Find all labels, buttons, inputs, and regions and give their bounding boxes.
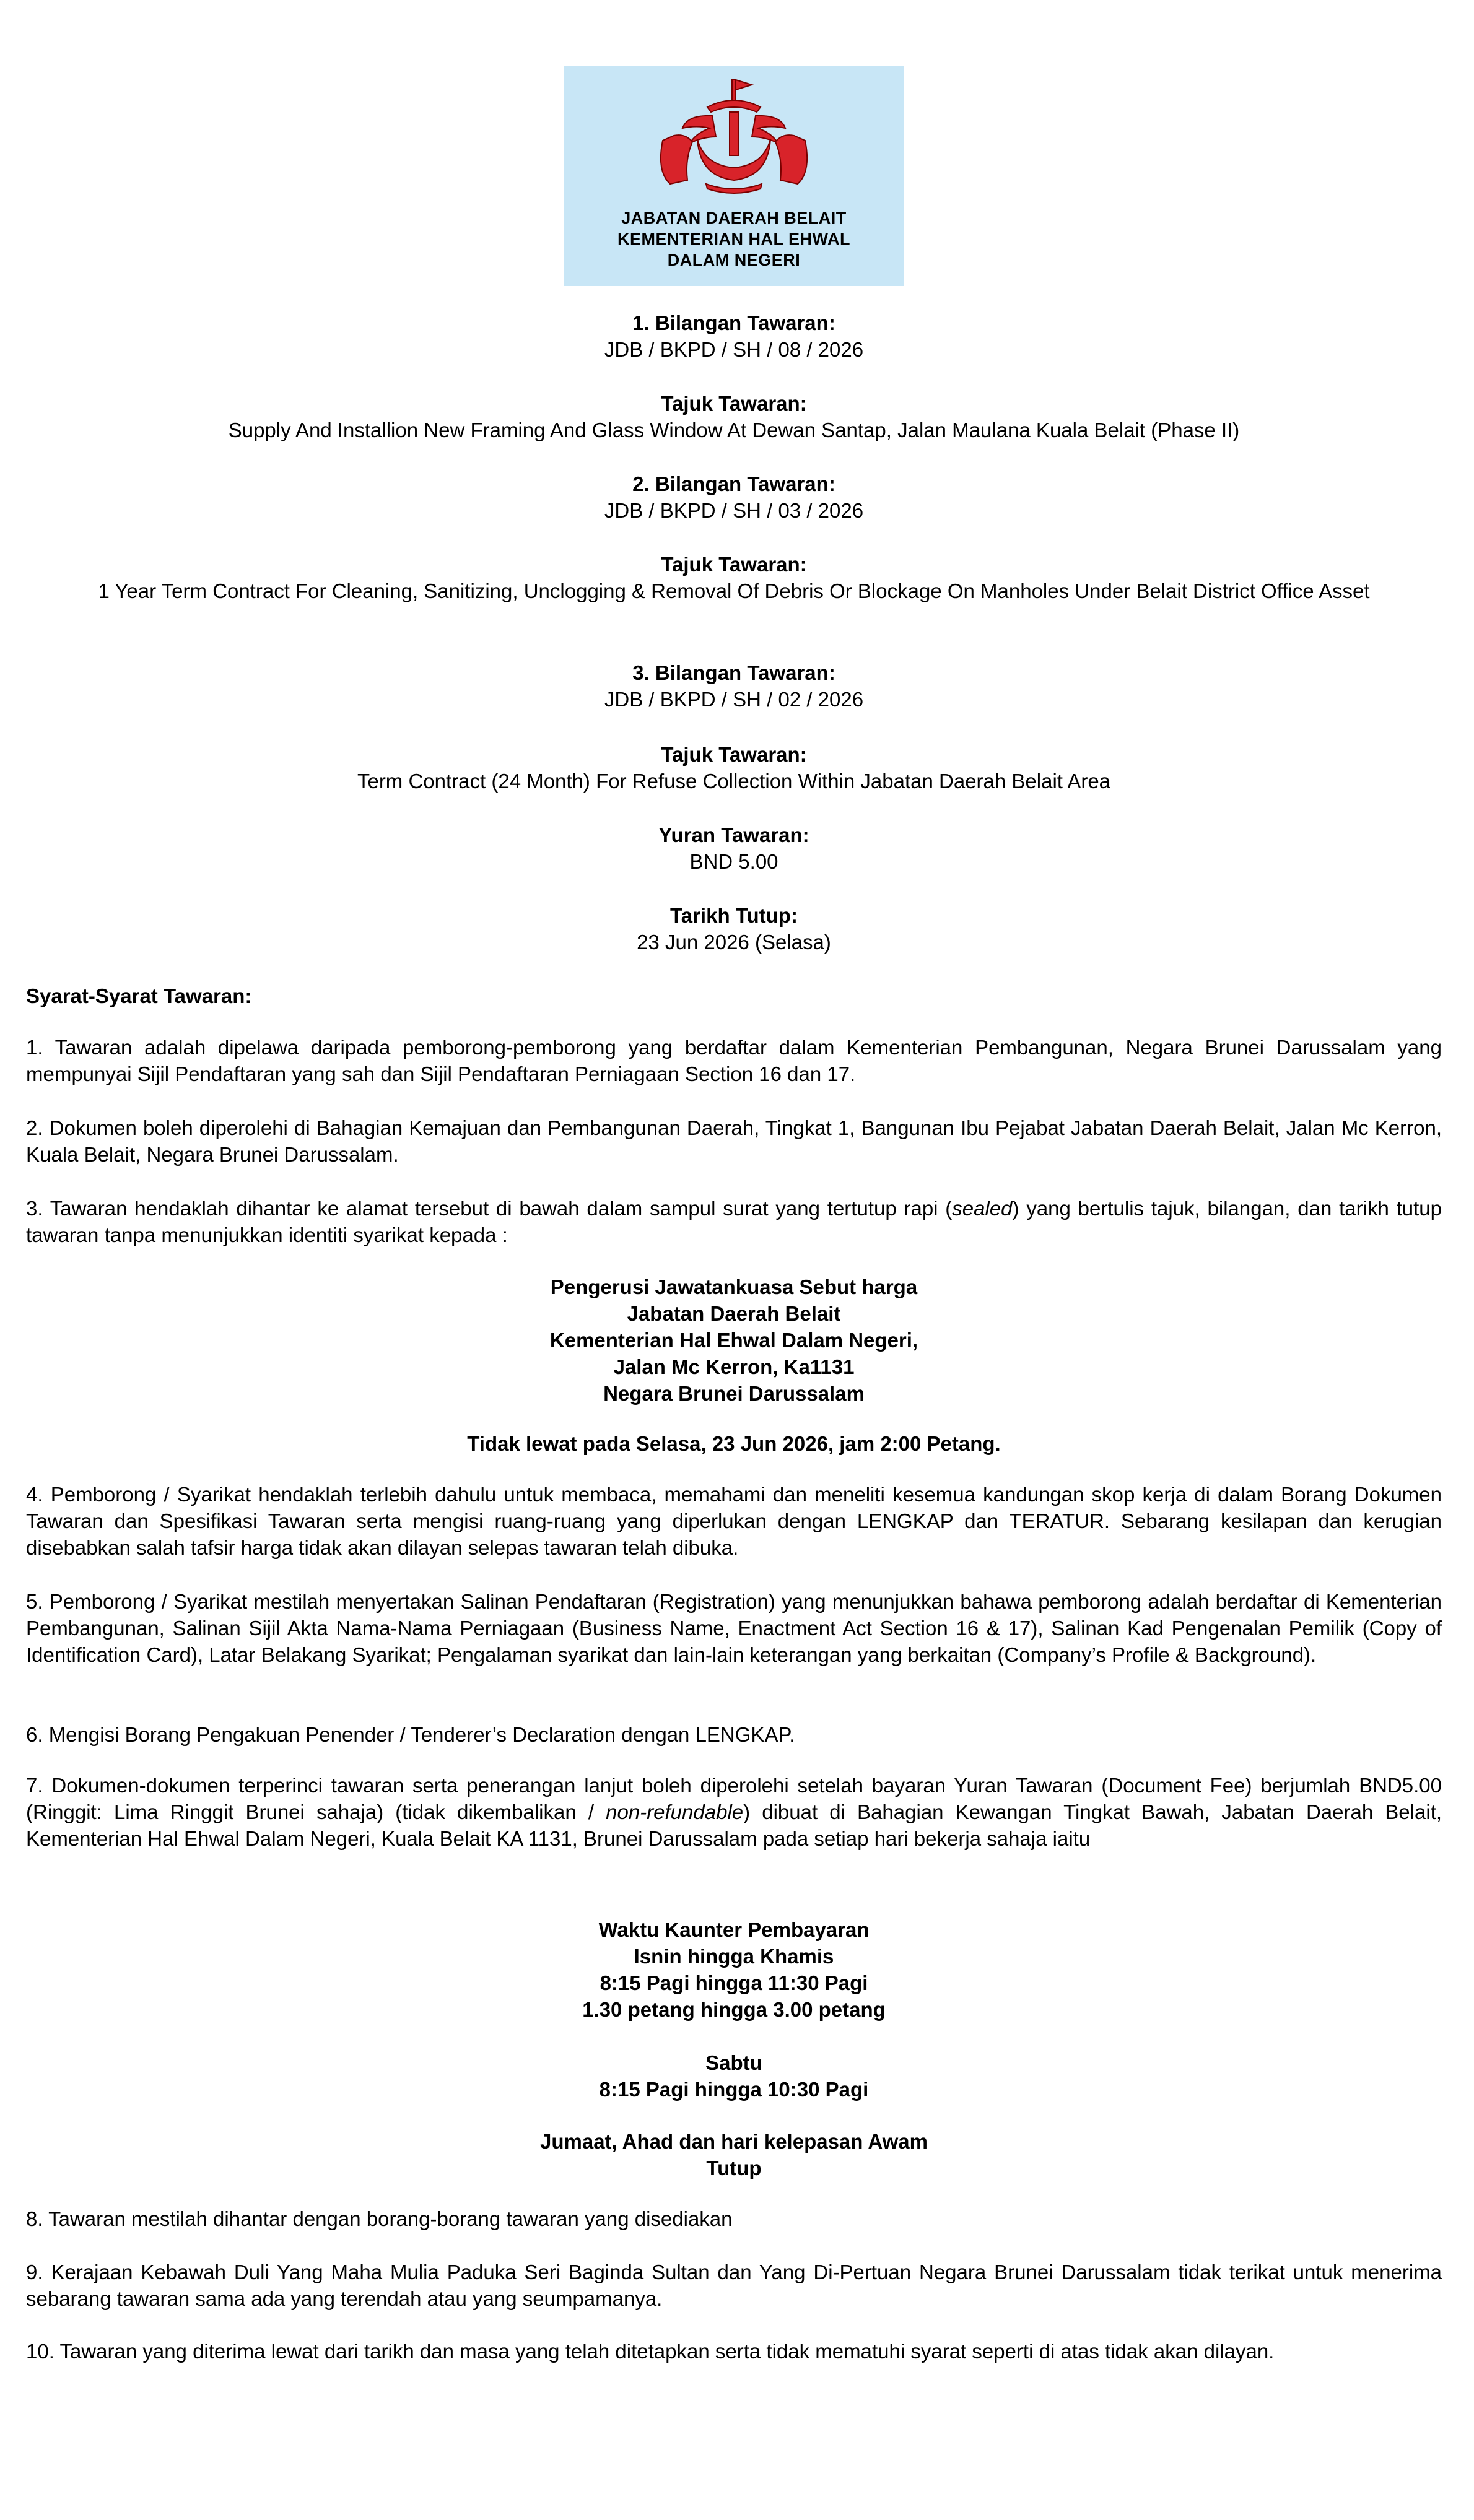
tender-title-value: Supply And Installion New Framing And Glass Window At Dewan Santap, Jalan Maulana Kuala Belait (Phase II) — [228, 419, 1240, 441]
closing-date — [26, 902, 1442, 955]
counter-heading: Waktu Kaunter Pembayaran — [598, 1918, 870, 1941]
department-logo — [564, 66, 904, 286]
condition-7-text-cont: ) dibuat di Bahagian Kewangan Tingkat Bawah, Jabatan Daerah Belait, Kementerian Hal Ehwal Dalam Negeri, Kuala Belait KA 1131, Brunei Darussalam pada setiap hari bekerja sahaja iaitu — [26, 1801, 1442, 1850]
condition-7-text: 7. Dokumen-dokumen terperinci tawaran serta penerangan lanjut boleh diperolehi setelah bayaran Yuran Tawaran (Document Fee) berjumlah BND5.00 (Ringgit: Lima Ringgit Brunei sahaja) (tidak dikembalikan / — [26, 1774, 1442, 1823]
condition-7-italic: non-refundable — [606, 1801, 744, 1823]
address-line: Kementerian Hal Ehwal Dalam Negeri, — [549, 1329, 918, 1352]
fee-label: Yuran Tawaran: — [658, 823, 809, 846]
closing-value: 23 Jun 2026 (Selasa) — [637, 931, 831, 954]
brunei-crest-icon — [564, 66, 904, 202]
condition-8: 8. Tawaran mestilah dihantar dengan borang-borang tawaran yang disediakan — [26, 2207, 733, 2230]
tender-1-title — [26, 390, 1442, 443]
condition-1: 1. Tawaran adalah dipelawa daripada pemborong-pemborong yang berdaftar dalam Kementerian Pembangunan, Negara Brunei Darussalam yang mempunyai Sijil Pendaftaran yang sah dan Sijil Pendaftaran Perniagaan Section 16 dan 17. — [26, 1036, 1442, 1085]
logo-line-ministry-cont: DALAM NEGERI — [667, 251, 801, 269]
tender-title-label: Tajuk Tawaran: — [661, 553, 807, 576]
address-line: Jalan Mc Kerron, Ka1131 — [613, 1355, 855, 1378]
tender-2-number — [26, 471, 1442, 524]
weekday-label: Isnin hingga Khamis — [634, 1945, 834, 1968]
tender-title-label: Tajuk Tawaran: — [661, 392, 807, 415]
condition-2: 2. Dokumen boleh diperolehi di Bahagian Kemajuan dan Pembangunan Daerah, Tingkat 1, Bangunan Ibu Pejabat Jabatan Daerah Belait, Jalan Mc Kerron, Kuala Belait, Negara Brunei Darussalam. — [26, 1116, 1442, 1166]
address-line: Pengerusi Jawatankuasa Sebut harga — [550, 1275, 918, 1298]
condition-10: 10. Tawaran yang diterima lewat dari tarikh dan masa yang telah ditetapkan serta tidak mematuhi syarat seperti di atas tidak akan dilayan. — [26, 2340, 1275, 2363]
condition-7 — [26, 1772, 1442, 1852]
closing-label: Tarikh Tutup: — [670, 904, 798, 927]
submission-address — [26, 1274, 1442, 1407]
weekday-morning: 8:15 Pagi hingga 11:30 Pagi — [600, 1971, 868, 1994]
condition-6: 6. Mengisi Borang Pengakuan Penender / Tenderer’s Declaration dengan LENGKAP. — [26, 1723, 795, 1746]
counter-hours — [26, 1916, 1442, 2023]
logo-caption — [564, 207, 904, 271]
condition-3-italic: sealed — [952, 1197, 1013, 1220]
fee-value: BND 5.00 — [689, 850, 778, 873]
submission-deadline: Tidak lewat pada Selasa, 23 Jun 2026, jam 2:00 Petang. — [467, 1432, 1001, 1455]
saturday-label: Sabtu — [705, 2051, 762, 2074]
condition-5: 5. Pemborong / Syarikat mestilah menyertakan Salinan Pendaftaran (Registration) yang menunjukkan bahawa pemborong adalah berdaftar di Kementerian Pembangunan, Salinan Sijil Akta Nama-Nama Perniagaan (Business Name, Enactment Act Section 16 & 17), Salinan Kad Pengenalan Pemilik (Copy of Identification Card), Latar Belakang Syarikat; Pengalaman syarikat dan lain-lain keterangan yang berkaitan (Company’s Profile & Background). — [26, 1590, 1442, 1666]
tender-number-value: JDB / BKPD / SH / 03 / 2026 — [604, 499, 864, 522]
tender-3-title — [26, 741, 1442, 794]
address-line: Negara Brunei Darussalam — [603, 1382, 865, 1405]
weekday-afternoon: 1.30 petang hingga 3.00 petang — [582, 1998, 886, 2021]
saturday-hours — [26, 2049, 1442, 2103]
condition-3-text: 3. Tawaran hendaklah dihantar ke alamat tersebut di bawah dalam sampul surat yang tertutup rapi ( — [26, 1197, 953, 1220]
tender-number-value: JDB / BKPD / SH / 02 / 2026 — [604, 688, 864, 711]
tender-title-value: 1 Year Term Contract For Cleaning, Sanitizing, Unclogging & Removal Of Debris Or Blockage On Manholes Under Belait District Office Asset — [98, 580, 1370, 602]
tender-number-value: JDB / BKPD / SH / 08 / 2026 — [604, 338, 864, 361]
logo-line-ministry: KEMENTERIAN HAL EHWAL — [617, 230, 850, 248]
tender-3-number — [26, 659, 1442, 713]
condition-3 — [26, 1195, 1442, 1248]
condition-3-text-cont: ) yang bertulis tajuk, bilangan, dan tarikh tutup tawaran tanpa menunjukkan identiti syarikat kepada : — [26, 1197, 1442, 1246]
saturday-time: 8:15 Pagi hingga 10:30 Pagi — [599, 2078, 869, 2101]
address-line: Jabatan Daerah Belait — [627, 1302, 841, 1325]
tender-number-label: 2. Bilangan Tawaran: — [632, 472, 835, 495]
logo-line-department: JABATAN DAERAH BELAIT — [621, 209, 847, 227]
tender-title-label: Tajuk Tawaran: — [661, 743, 807, 766]
tender-fee — [26, 822, 1442, 875]
condition-9: 9. Kerajaan Kebawah Duli Yang Maha Mulia Paduka Seri Baginda Sultan dan Yang Di-Pertuan Negara Brunei Darussalam tidak terikat untuk menerima sebarang tawaran sama ada yang terendah atau yang seumpamanya. — [26, 2261, 1442, 2310]
condition-4: 4. Pemborong / Syarikat hendaklah terlebih dahulu untuk membaca, memahami dan meneliti kesemua kandungan skop kerja di dalam Borang Dokumen Tawaran dan Spesifikasi Tawaran serta mengisi ruang-ruang yang diperlukan dengan LENGKAP dan TERATUR. Sebarang kesilapan dan kerugian disebabkan salah tafsir harga tidak akan dilayan selepas tawaran telah dibuka. — [26, 1483, 1442, 1559]
tender-number-label: 3. Bilangan Tawaran: — [632, 661, 835, 684]
tender-2-title — [26, 551, 1442, 604]
closed-value: Tutup — [706, 2157, 762, 2179]
tender-number-label: 1. Bilangan Tawaran: — [632, 311, 835, 334]
closed-label: Jumaat, Ahad dan hari kelepasan Awam — [539, 2130, 928, 2153]
closed-days — [26, 2128, 1442, 2181]
tender-1-number — [26, 310, 1442, 363]
tender-title-value: Term Contract (24 Month) For Refuse Collection Within Jabatan Daerah Belait Area — [357, 770, 1111, 793]
conditions-heading: Syarat-Syarat Tawaran: — [26, 984, 252, 1007]
